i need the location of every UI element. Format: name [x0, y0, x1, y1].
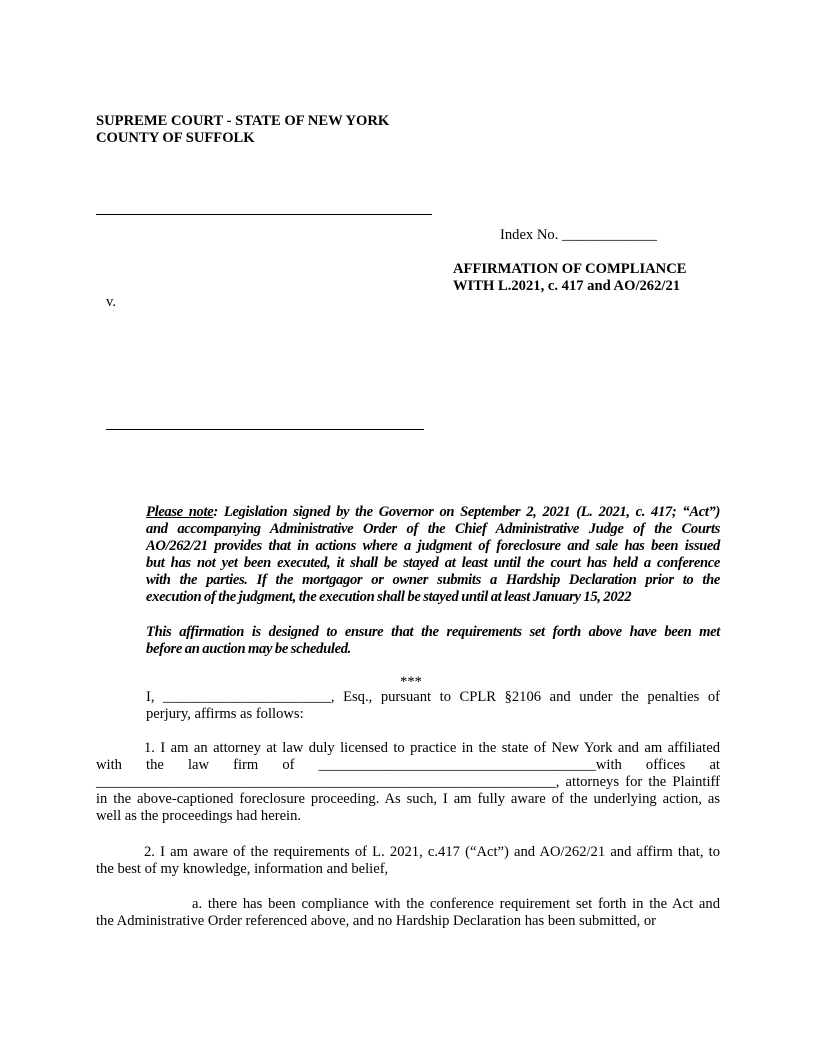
affirmant-intro: [146, 689, 720, 723]
firm-address-field[interactable]: _______________________________________________________________, attorneys for the Plaintiff: [96, 774, 720, 790]
legislation-notice: [146, 504, 720, 606]
para2-line-2: the best of my knowledge, information and belief,: [96, 861, 389, 877]
affirmant-name-field[interactable]: I, _______________________, Esq., pursuant to CPLR §2106 and under the penalties of: [146, 689, 720, 705]
para1-line-5: well as the proceedings had herein.: [96, 808, 302, 824]
paragraph-1: [96, 740, 720, 825]
affirmation-purpose: [146, 624, 720, 658]
index-number-field[interactable]: Index No. _____________: [500, 227, 657, 243]
notice-label: Please note: [146, 504, 214, 520]
para2a-line-2: the Administrative Order referenced above, and no Hardship Declaration has been submitted, or: [96, 913, 657, 929]
intro-line-2: perjury, affirms as follows:: [146, 706, 304, 722]
notice-line-2: and accompanying Administrative Order of the Chief Administrative Judge of the Courts: [146, 521, 720, 537]
notice-line-5: with the parties. If the mortgagor or owner submits a Hardship Declaration prior to the: [146, 572, 720, 588]
para1-line-1: 1. I am an attorney at law duly licensed to practice in the state of New York and am affiliated: [144, 740, 720, 756]
section-separator: ***: [400, 674, 422, 690]
purpose-line-2: before an auction may be scheduled.: [146, 641, 351, 657]
para2-line-1: 2. I am aware of the requirements of L. 2021, c.417 (“Act”) and AO/262/21 and affirm that, to: [144, 844, 720, 860]
notice-line-6: execution of the judgment, the execution shall be stayed until at least January 15, 2022: [146, 589, 632, 605]
court-name: SUPREME COURT - STATE OF NEW YORK: [96, 113, 390, 129]
defendant-name-line[interactable]: [106, 429, 424, 430]
notice-line-3: AO/262/21 provides that in actions where a judgment of foreclosure and sale has been issued: [146, 538, 720, 554]
para2a-line-1: a. there has been compliance with the conference requirement set forth in the Act and: [192, 896, 720, 912]
county-name: COUNTY OF SUFFOLK: [96, 130, 255, 146]
versus-label: v.: [106, 294, 116, 310]
document-title-line-2: WITH L.2021, c. 417 and AO/262/21: [453, 278, 681, 294]
purpose-line-1: This affirmation is designed to ensure that the requirements set forth above have been met: [146, 624, 720, 640]
plaintiff-name-line[interactable]: [96, 214, 432, 215]
notice-line-1: Please note: Legislation signed by the Governor on September 2, 2021 (L. 2021, c. 417; “Act”): [146, 504, 720, 520]
paragraph-2a: [96, 896, 720, 930]
notice-line-4: but has not yet been executed, it shall be stayed at least until the court has held a conference: [146, 555, 720, 571]
paragraph-2: [96, 844, 720, 878]
law-firm-field[interactable]: with the law firm of ______________________________________with offices at: [96, 757, 720, 773]
document-title-line-1: AFFIRMATION OF COMPLIANCE: [453, 261, 687, 277]
para1-line-4: in the above-captioned foreclosure proceeding. As such, I am fully aware of the underlying action, as: [96, 791, 720, 807]
